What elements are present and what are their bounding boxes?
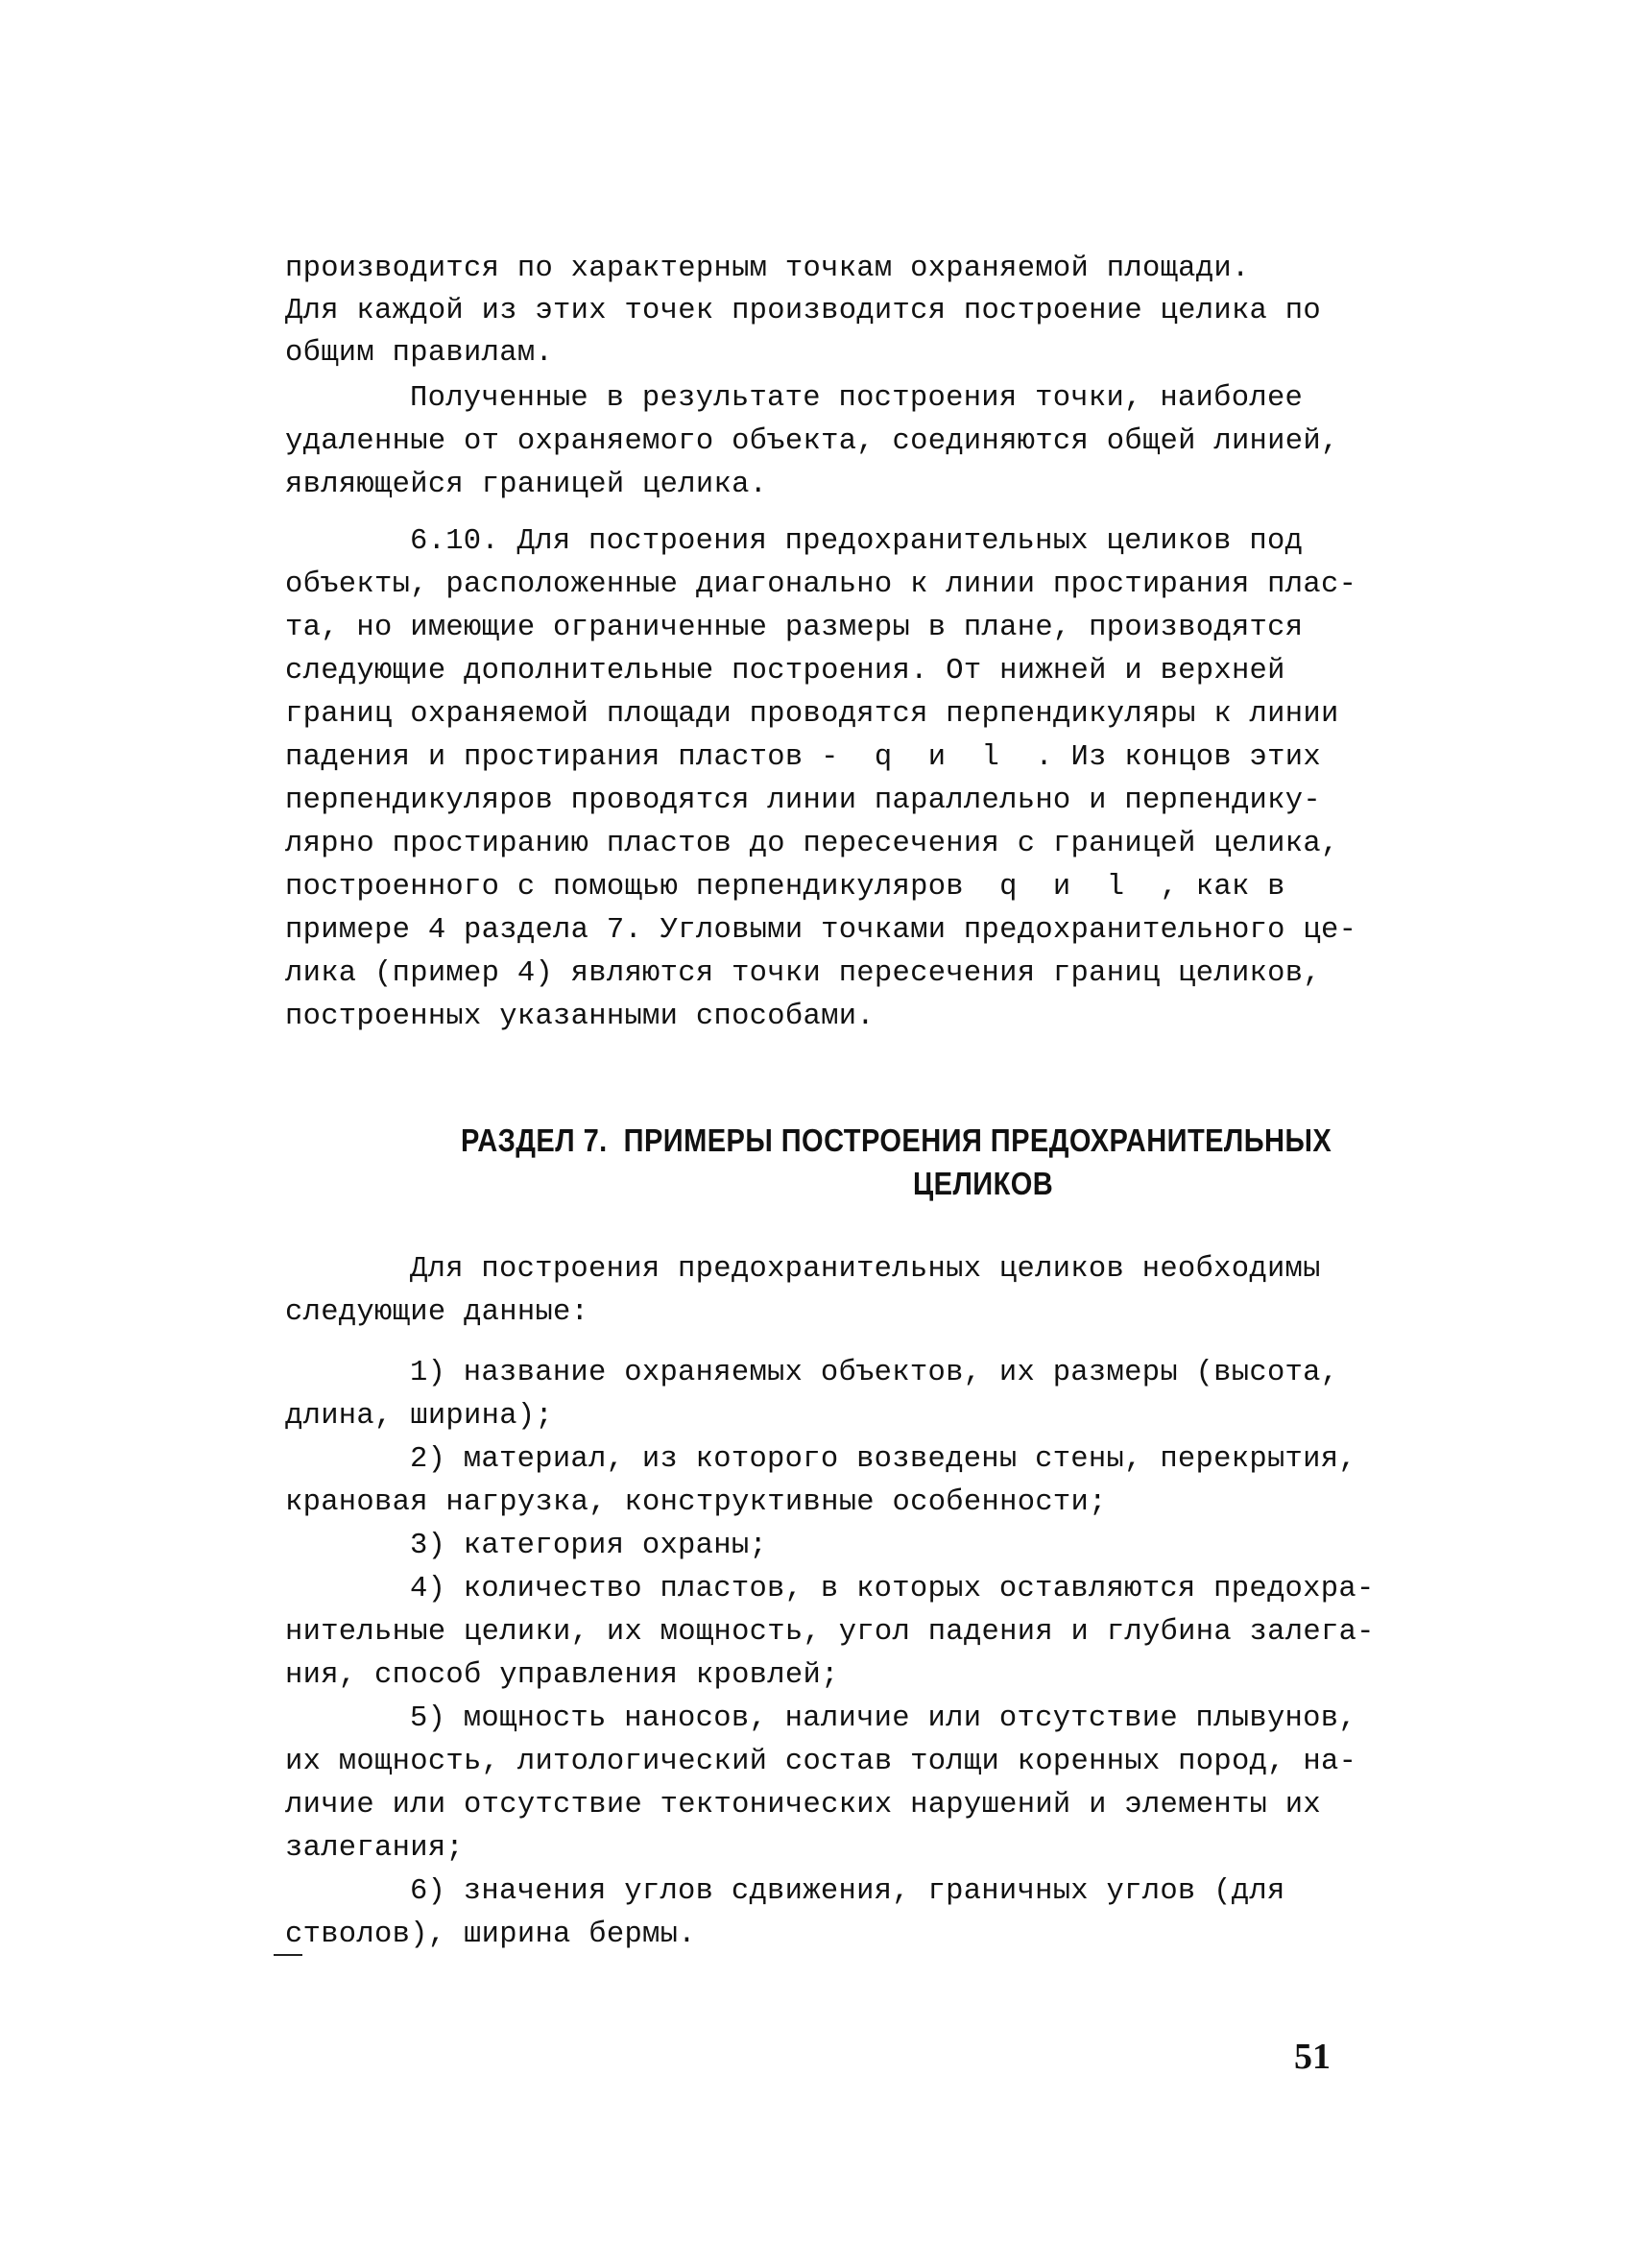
- text-line: следующие дополнительные построения. От нижней и верхней: [285, 655, 1285, 688]
- text-line: их мощность, литологический состав толщи коренных пород, на-: [285, 1746, 1357, 1778]
- text-line: 3) категория охраны;: [410, 1530, 768, 1562]
- text-line: нительные целики, их мощность, угол падения и глубина залега-: [285, 1616, 1375, 1649]
- text-line: 2) материал, из которого возведены стены, перекрытия,: [410, 1443, 1356, 1476]
- text-line: 1) название охраняемых объектов, их размеры (высота,: [410, 1357, 1339, 1389]
- text-line: длина, ширина);: [285, 1400, 554, 1433]
- text-line: 5) мощность наносов, наличие или отсутствие плывунов,: [410, 1702, 1356, 1735]
- text-line: следующие данные:: [285, 1296, 589, 1329]
- section-heading-line-2: ЦЕЛИКОВ: [913, 1166, 1054, 1201]
- text-line: примере 4 раздела 7. Угловыми точками предохранительного це-: [285, 914, 1357, 947]
- text-line: объекты, расположенные диагонально к линии простирания плас-: [285, 568, 1357, 601]
- text-line: границ охраняемой площади проводятся перпендикуляры к линии: [285, 698, 1339, 731]
- text-line: стволов), ширина бермы.: [285, 1918, 696, 1951]
- section-heading-line-1: РАЗДЕЛ 7. ПРИМЕРЫ ПОСТРОЕНИЯ ПРЕДОХРАНИТЕЛЬНЫХ: [461, 1122, 1332, 1158]
- text-line: лярно простиранию пластов до пересечения с границей целика,: [285, 828, 1339, 860]
- text-line: Для каждой из этих точек производится построение целика по: [285, 295, 1321, 327]
- text-line: крановая нагрузка, конструктивные особенности;: [285, 1486, 1107, 1519]
- text-line: построенного с помощью перпендикуляров q и l , как в: [285, 871, 1285, 904]
- text-line: та, но имеющие ограниченные размеры в плане, производятся: [285, 612, 1304, 644]
- text-line: Полученные в результате построения точки, наиболее: [410, 382, 1304, 415]
- text-line: 4) количество пластов, в которых оставляются предохра-: [410, 1573, 1375, 1605]
- text-line: построенных указанными способами.: [285, 1001, 875, 1033]
- text-line: падения и простирания пластов - q и l . Из концов этих: [285, 741, 1321, 774]
- text-line: перпендикуляров проводятся линии параллельно и перпендику-: [285, 784, 1321, 817]
- text-line: ния, способ управления кровлей;: [285, 1659, 839, 1692]
- text-line: залегания;: [285, 1832, 465, 1865]
- margin-pen-mark: [274, 1954, 302, 1956]
- text-line: 6.10. Для построения предохранительных целиков под: [410, 525, 1304, 558]
- text-line: удаленные от охраняемого объекта, соединяются общей линией,: [285, 425, 1339, 458]
- text-line: Для построения предохранительных целиков необходимы: [410, 1253, 1321, 1286]
- text-line: 6) значения углов сдвижения, граничных углов (для: [410, 1875, 1285, 1908]
- page-number: 51: [1294, 2037, 1331, 2077]
- text-line: лика (пример 4) являются точки пересечения границ целиков,: [285, 957, 1321, 990]
- text-line: общим правилам.: [285, 337, 554, 370]
- text-line: личие или отсутствие тектонических нарушений и элементы их: [285, 1789, 1321, 1822]
- text-line: являющейся границей целика.: [285, 469, 768, 501]
- text-line: производится по характерным точкам охраняемой площади.: [285, 253, 1250, 285]
